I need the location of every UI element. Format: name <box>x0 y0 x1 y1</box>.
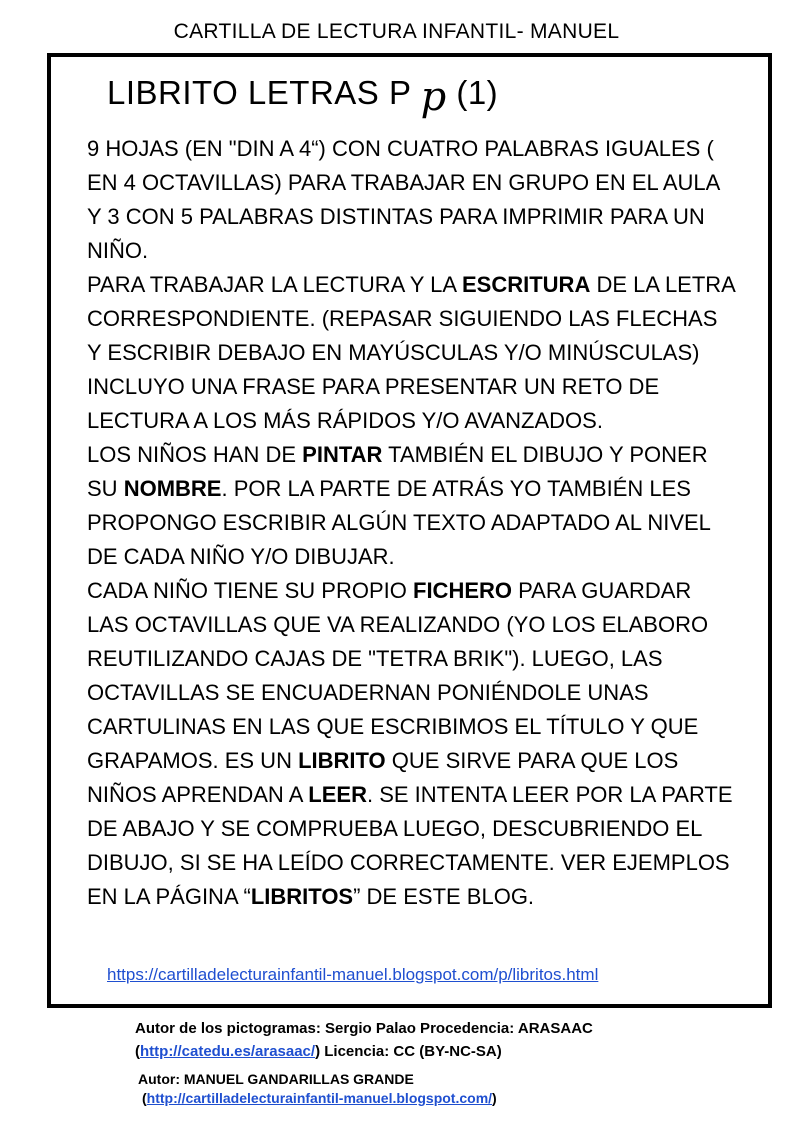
pictograms-open-paren: ( <box>135 1043 140 1060</box>
box-title <box>107 74 498 120</box>
paragraph-text: TAMBIÉN EL DIBUJO Y PONER SU <box>87 442 708 501</box>
paragraph-text: INCLUYO UNA FRASE PARA PRESENTAR UN RETO DE LECTURA A LOS MÁS RÁPIDOS Y/O AVANZADOS. <box>87 374 660 433</box>
bold-keyword: FICHERO <box>413 578 512 603</box>
bold-keyword: NOMBRE <box>123 476 222 501</box>
paragraph-text: PARA TRABAJAR LA LECTURA Y LA <box>87 272 462 297</box>
author-credit-line2 <box>142 1088 497 1109</box>
license-text: ) Licencia: CC (BY-NC-SA) <box>315 1043 502 1060</box>
pictograms-credit-line2 <box>135 1041 502 1062</box>
box-title-text: LIBRITO LETRAS P <box>107 74 421 111</box>
paragraph-text: CADA NIÑO TIENE SU PROPIO <box>87 578 413 603</box>
paragraph-text: DE LA LETRA CORRESPONDIENTE. (REPASAR SIGUIENDO LAS FLECHAS Y ESCRIBIR DEBAJO EN MAYÚSCULAS Y/O MINÚSCULAS) <box>87 272 735 365</box>
page-header: CARTILLA DE LECTURA INFANTIL- MANUEL <box>173 20 620 43</box>
paragraph-text: QUE SIRVE PARA QUE LOS NIÑOS APRENDAN A <box>87 748 679 807</box>
bold-keyword: LIBRITOS <box>250 884 354 909</box>
pictograms-credit-line1: Autor de los pictogramas: Sergio Palao Procedencia: ARASAAC <box>135 1020 593 1037</box>
body-paragraph <box>77 574 737 914</box>
author-open-paren: ( <box>142 1090 147 1106</box>
libritos-link[interactable]: https://cartilladelecturainfantil-manuel.blogspot.com/p/libritos.html <box>107 965 599 984</box>
paragraph-text: PARA GUARDAR LAS OCTAVILLAS QUE VA REALIZANDO (YO LOS ELABORO REUTILIZANDO CAJAS DE "TETRA BRIK"). LUEGO, LAS OCTAVILLAS SE ENCUADERNAN PONIÉNDOLE UNAS CARTULINAS EN LAS QUE ESCRIBIMOS EL TÍTULO Y QUE GRAPAMOS. ES UN <box>87 578 709 773</box>
bold-keyword: PINTAR <box>302 442 383 467</box>
paragraph-text: ” DE ESTE BLOG. <box>353 884 535 909</box>
body-paragraph <box>77 438 737 574</box>
bold-keyword: LEER <box>308 782 367 807</box>
bold-keyword: ESCRITURA <box>462 272 591 297</box>
author-close-paren: ) <box>492 1090 497 1106</box>
body-paragraph <box>77 370 737 438</box>
author-credit-line1: Autor: MANUEL GANDARILLAS GRANDE <box>138 1071 414 1087</box>
box-body <box>77 132 737 914</box>
paragraph-text: . POR LA PARTE DE ATRÁS YO TAMBIÉN LES PROPONGO ESCRIBIR ALGÚN TEXTO ADAPTADO AL NIVEL DE CADA NIÑO Y/O DIBUJAR. <box>87 476 711 569</box>
bold-keyword: LIBRITO <box>298 748 386 773</box>
paragraph-text: 9 HOJAS (EN "DIN A 4“) CON CUATRO PALABRAS IGUALES ( EN 4 OCTAVILLAS) PARA TRABAJAR EN GRUPO EN EL AULA Y 3 CON 5 PALABRAS DISTINTAS PARA IMPRIMIR PARA UN NIÑO. <box>87 136 720 263</box>
blog-link[interactable]: http://cartilladelecturainfantil-manuel.blogspot.com/ <box>146 1090 493 1106</box>
paragraph-text: . SE INTENTA LEER POR LA PARTE DE ABAJO Y SE COMPRUEBA LUEGO, DESCUBRIENDO EL DIBUJO, SI SE HA LEÍDO CORRECTAMENTE. VER EJEMPLOS EN LA PÁGINA “ <box>87 782 733 909</box>
box-title-suffix: (1) <box>456 74 499 111</box>
body-paragraph <box>77 132 737 268</box>
box-title-script-letter: p <box>420 74 447 120</box>
arasaac-link[interactable]: http://catedu.es/arasaac/ <box>140 1043 316 1060</box>
content-box <box>47 53 772 1008</box>
paragraph-text: LOS NIÑOS HAN DE <box>87 442 303 467</box>
body-paragraph <box>77 268 737 370</box>
